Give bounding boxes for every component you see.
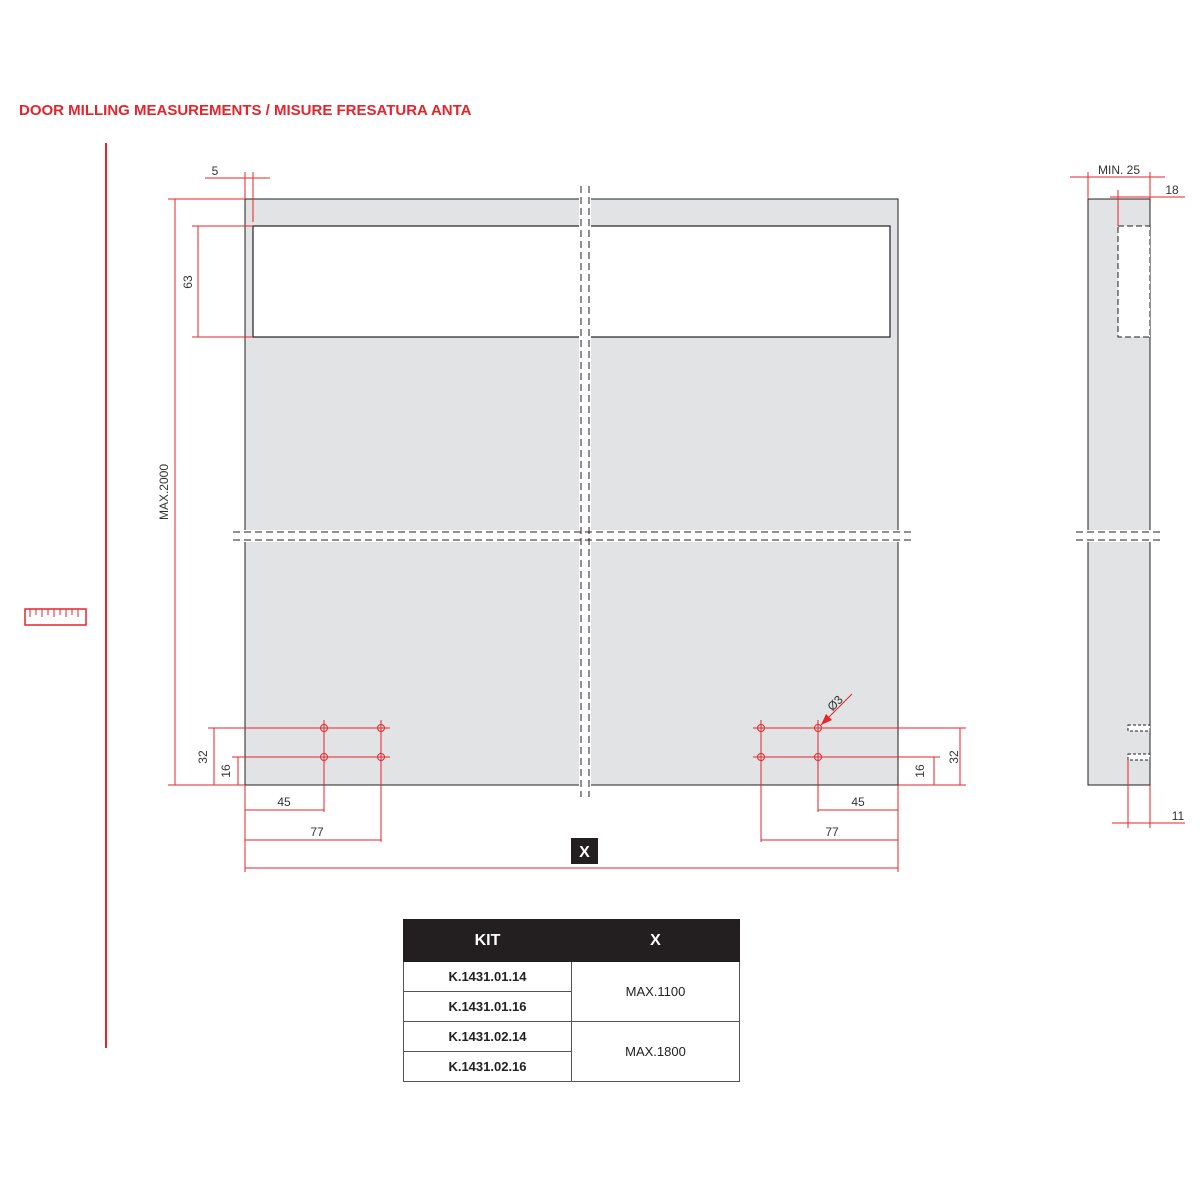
ruler-icon bbox=[25, 609, 86, 625]
left-dim-45-label: 45 bbox=[277, 795, 291, 809]
x-value: MAX.1100 bbox=[572, 962, 740, 1022]
side-profile bbox=[1076, 199, 1164, 785]
side-min-label: MIN. 25 bbox=[1097, 163, 1141, 177]
hole-diameter-label: Ø3 bbox=[824, 692, 846, 714]
right-dim-77-label: 77 bbox=[825, 825, 839, 839]
x-value: MAX.1800 bbox=[572, 1022, 740, 1082]
dim-slot-height-label: 63 bbox=[181, 275, 195, 289]
dim-slot-height bbox=[192, 226, 253, 337]
right-dim-45-label: 45 bbox=[851, 795, 865, 809]
x-header: X bbox=[572, 920, 740, 962]
dim-max-height-label: MAX.2000 bbox=[157, 463, 171, 521]
dim-max-height bbox=[168, 199, 245, 785]
right-dim-16-label: 16 bbox=[913, 764, 927, 778]
side-hole-lower bbox=[1128, 754, 1150, 760]
table-row bbox=[404, 962, 740, 992]
width-symbol-label: X bbox=[579, 844, 590, 861]
kit-code: K.1431.02.14 bbox=[404, 1022, 572, 1052]
side-11-label: 11 bbox=[1171, 809, 1185, 823]
kit-code: K.1431.02.16 bbox=[404, 1052, 572, 1082]
milling-slot bbox=[253, 226, 890, 337]
door-panel bbox=[233, 185, 911, 797]
side-slot bbox=[1118, 226, 1150, 337]
dim-gap-top-label: 5 bbox=[211, 164, 219, 178]
side-18-label: 18 bbox=[1165, 183, 1179, 197]
side-hole-upper bbox=[1128, 725, 1150, 731]
right-dim-32-label: 32 bbox=[947, 750, 961, 764]
page-title: DOOR MILLING MEASUREMENTS / MISURE FRESATURA ANTA bbox=[19, 102, 472, 119]
kit-header: KIT bbox=[404, 920, 572, 962]
kit-code: K.1431.01.16 bbox=[404, 992, 572, 1022]
table-row bbox=[404, 1022, 740, 1052]
kit-code: K.1431.01.14 bbox=[404, 962, 572, 992]
left-dim-16-label: 16 bbox=[219, 764, 233, 778]
left-dim-77-label: 77 bbox=[310, 825, 324, 839]
left-dim-32-label: 32 bbox=[196, 750, 210, 764]
kit-table bbox=[403, 919, 740, 1082]
